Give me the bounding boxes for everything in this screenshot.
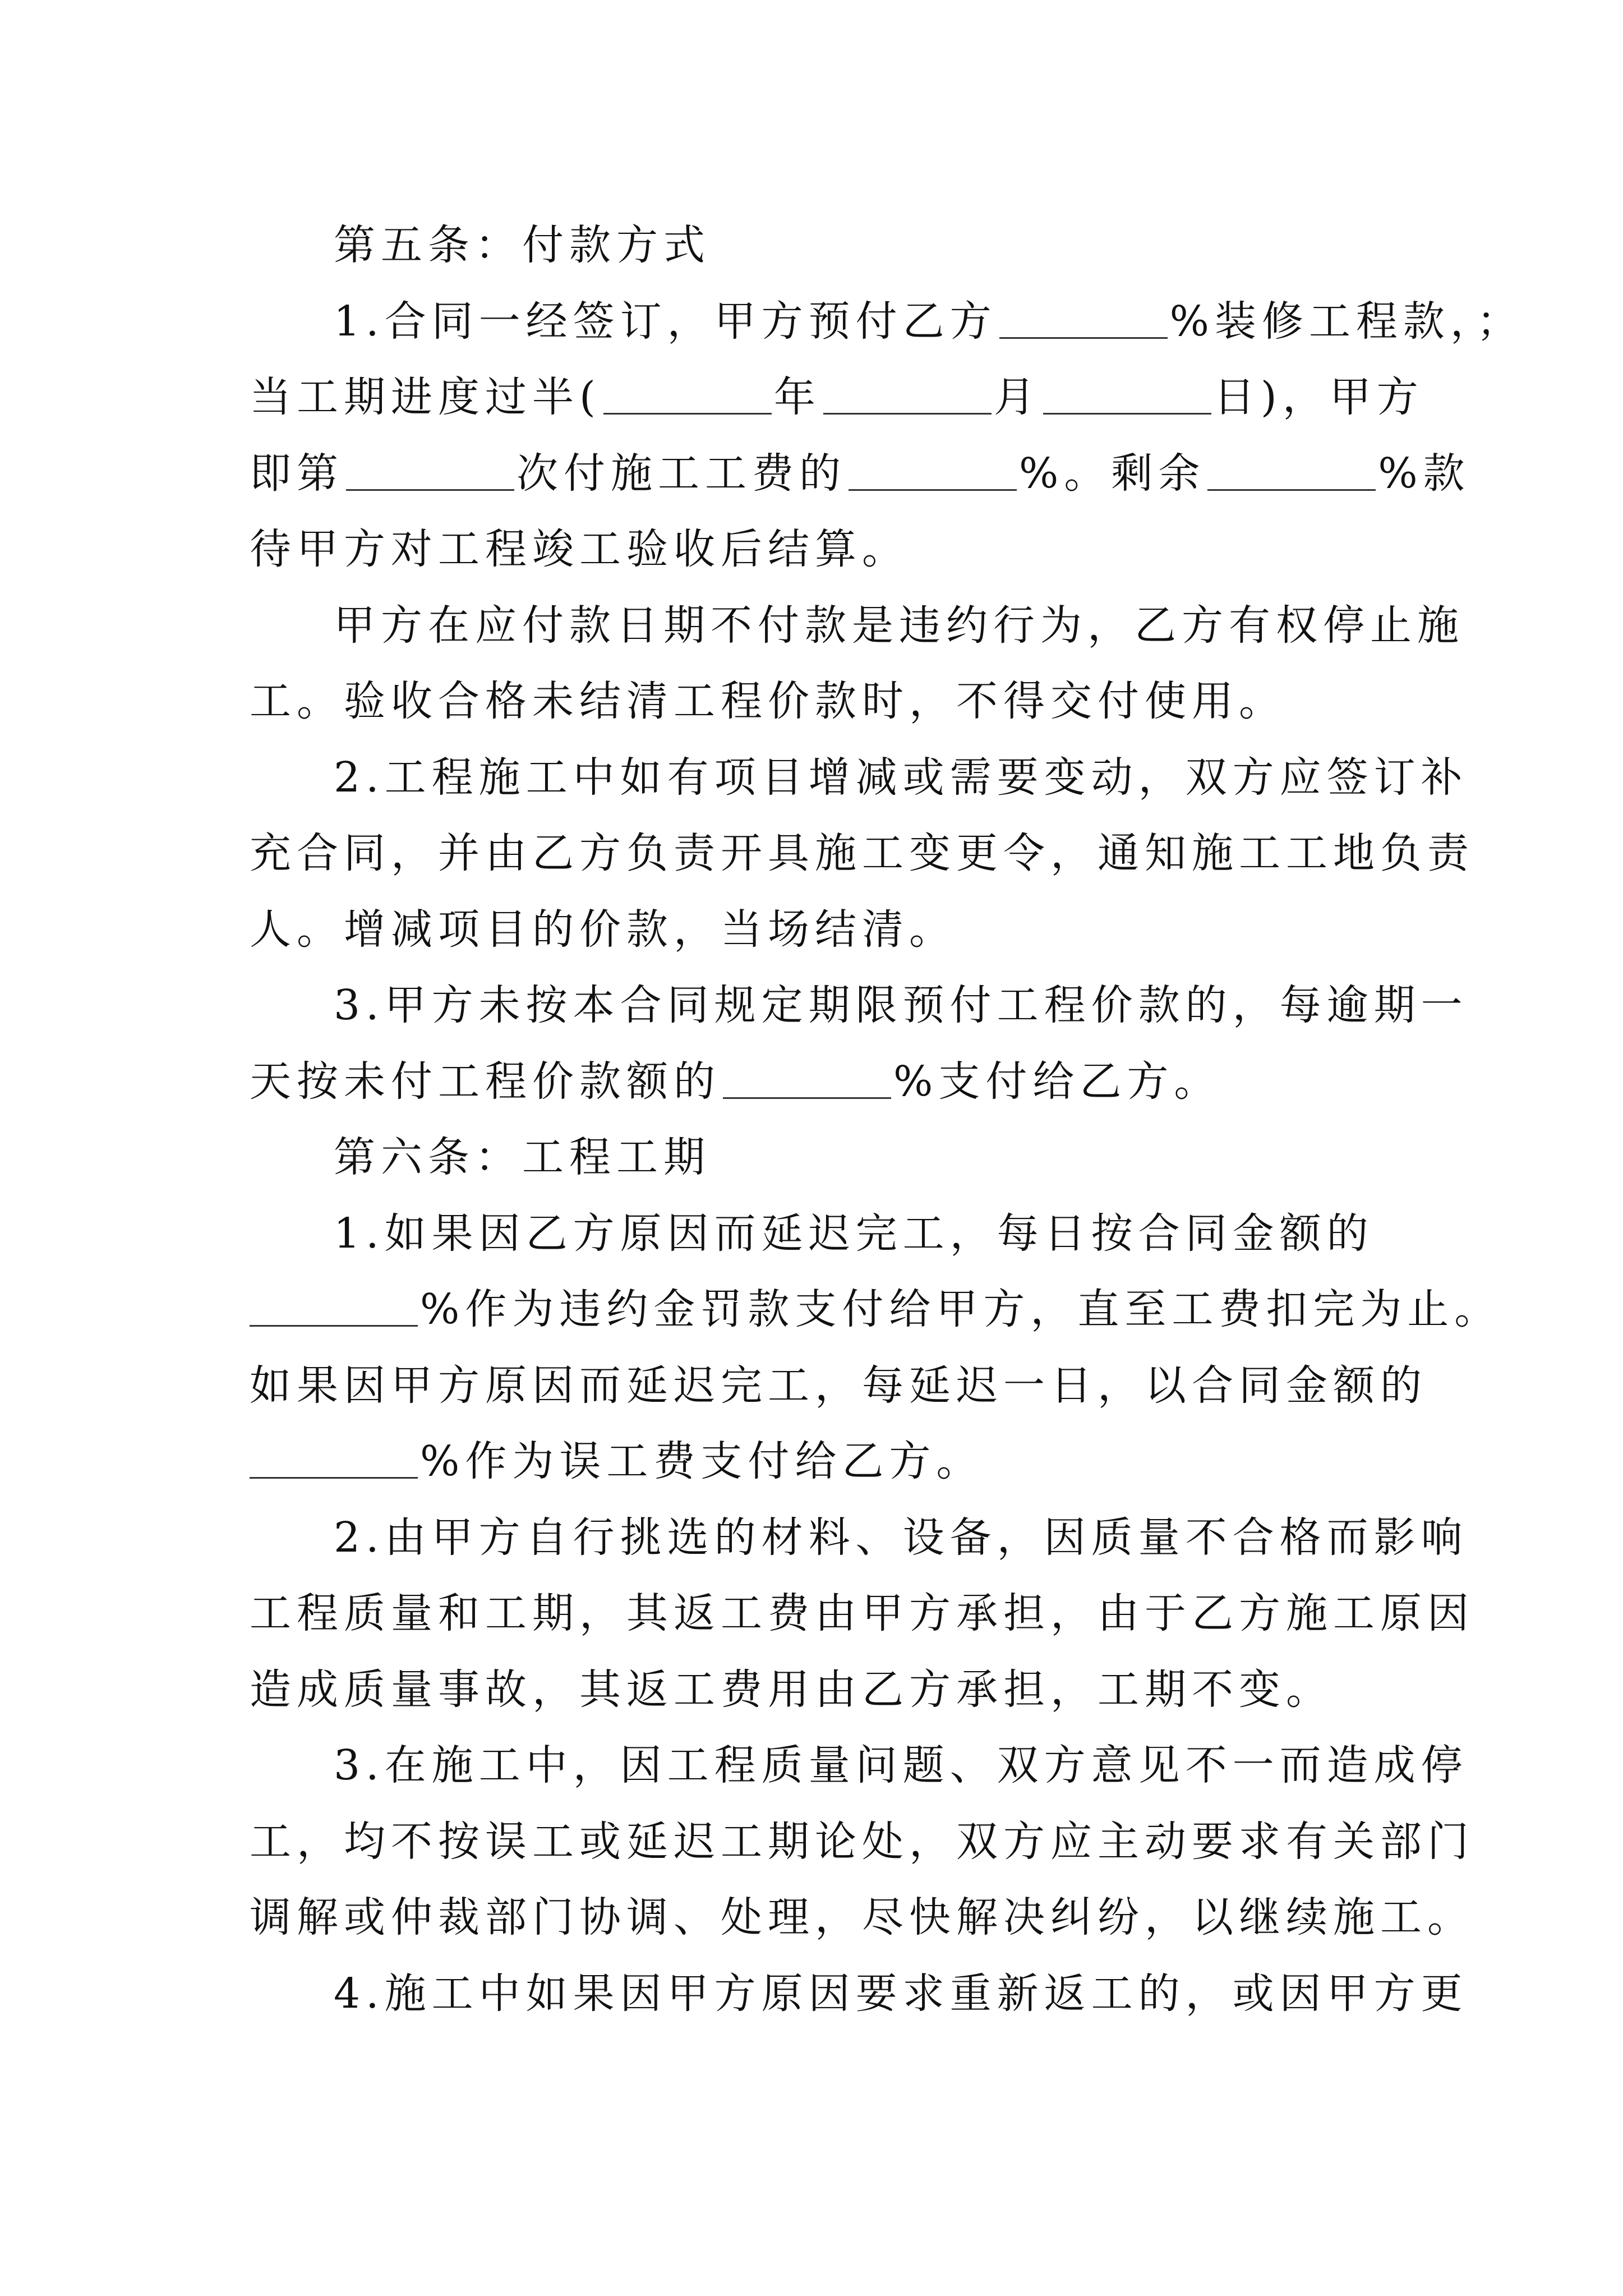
paragraph-line: 2.由甲方自行挑选的材料、设备，因质量不合格而影响 [334,1513,1468,1562]
fill-in-blank [1207,448,1376,491]
paragraph-line: 1.如果因乙方原因而延迟完工，每日按合同金额的 [334,1209,1374,1258]
paragraph-line: 工。验收合格未结清工程价款时，不得交付使用。 [250,677,1286,725]
paragraph-line [250,1272,1502,1348]
text-segment: 日)，甲方 [1213,373,1424,421]
paragraph-line: 工，均不按误工或延迟工期论处，双方应主动要求有关部门 [250,1817,1474,1866]
paragraph-line: 工程质量和工期，其返工费由甲方承担，由于乙方施工原因 [250,1589,1474,1637]
paragraph-line: 4.施工中如果因甲方原因要求重新返工的，或因甲方更 [334,1969,1468,2018]
fill-in-blank [1043,371,1211,415]
paragraph-line: 甲方在应付款日期不付款是违约行为，乙方有权停止施 [334,601,1464,650]
text-segment: %款 [1378,449,1470,498]
paragraph-line: 充合同，并由乙方负责开具施工变更令，通知施工工地负责 [250,829,1474,877]
text-segment: %装修工程款，； [1169,297,1524,346]
paragraph-line [250,360,1424,436]
section-heading-5: 第五条：付款方式 [334,221,711,269]
text-segment: 天按未付工程价款额的 [250,1057,721,1106]
document-body [250,208,1524,2032]
text-segment: %。剩余 [1019,449,1206,498]
text-segment: 即第 [250,449,344,498]
paragraph-line: 人。增减项目的价款，当场结清。 [250,905,956,954]
paragraph-line: 造成质量事故，其返工费用由乙方承担，工期不变。 [250,1665,1333,1714]
paragraph-line: 如果因甲方原因而延迟完工，每延迟一日，以合同金额的 [250,1361,1427,1410]
text-segment: %支付给乙方。 [893,1057,1221,1106]
fill-in-blank [250,1283,418,1327]
text-segment: 当工期进度过半( [250,373,601,421]
paragraph-line: 3.甲方未按本合同规定期限预付工程价款的，每逾期一 [334,981,1468,1029]
text-segment: %作为违约金罚款支付给甲方，直至工费扣完为止。 [420,1285,1502,1333]
paragraph-line [250,284,1524,360]
section-heading-6: 第六条：工程工期 [334,1133,711,1181]
paragraph-line: 调解或仲裁部门协调、处理，尽快解决纠纷，以继续施工。 [250,1893,1474,1941]
fill-in-blank [346,448,514,491]
fill-in-blank [823,371,992,415]
text-segment: 次付施工工费的 [517,449,846,498]
fill-in-blank [250,1435,418,1479]
text-segment: %作为误工费支付给乙方。 [420,1437,984,1485]
fill-in-blank [723,1056,891,1099]
text-segment: 1.合同一经签订，甲方预付乙方 [334,297,997,346]
paragraph-line [250,1424,1405,1500]
paragraph-line: 待甲方对工程竣工验收后结算。 [250,525,909,573]
fill-in-blank [999,296,1168,339]
paragraph-line: 3.在施工中，因工程质量问题、双方意见不一而造成停 [334,1741,1468,1789]
paragraph-line [250,1044,1405,1120]
fill-in-blank [603,371,772,415]
text-segment: 月 [993,373,1041,421]
paragraph-line [250,436,1470,512]
text-segment: 年 [773,373,821,421]
fill-in-blank [849,448,1017,491]
paragraph-line: 2.工程施工中如有项目增减或需要变动，双方应签订补 [334,753,1468,802]
